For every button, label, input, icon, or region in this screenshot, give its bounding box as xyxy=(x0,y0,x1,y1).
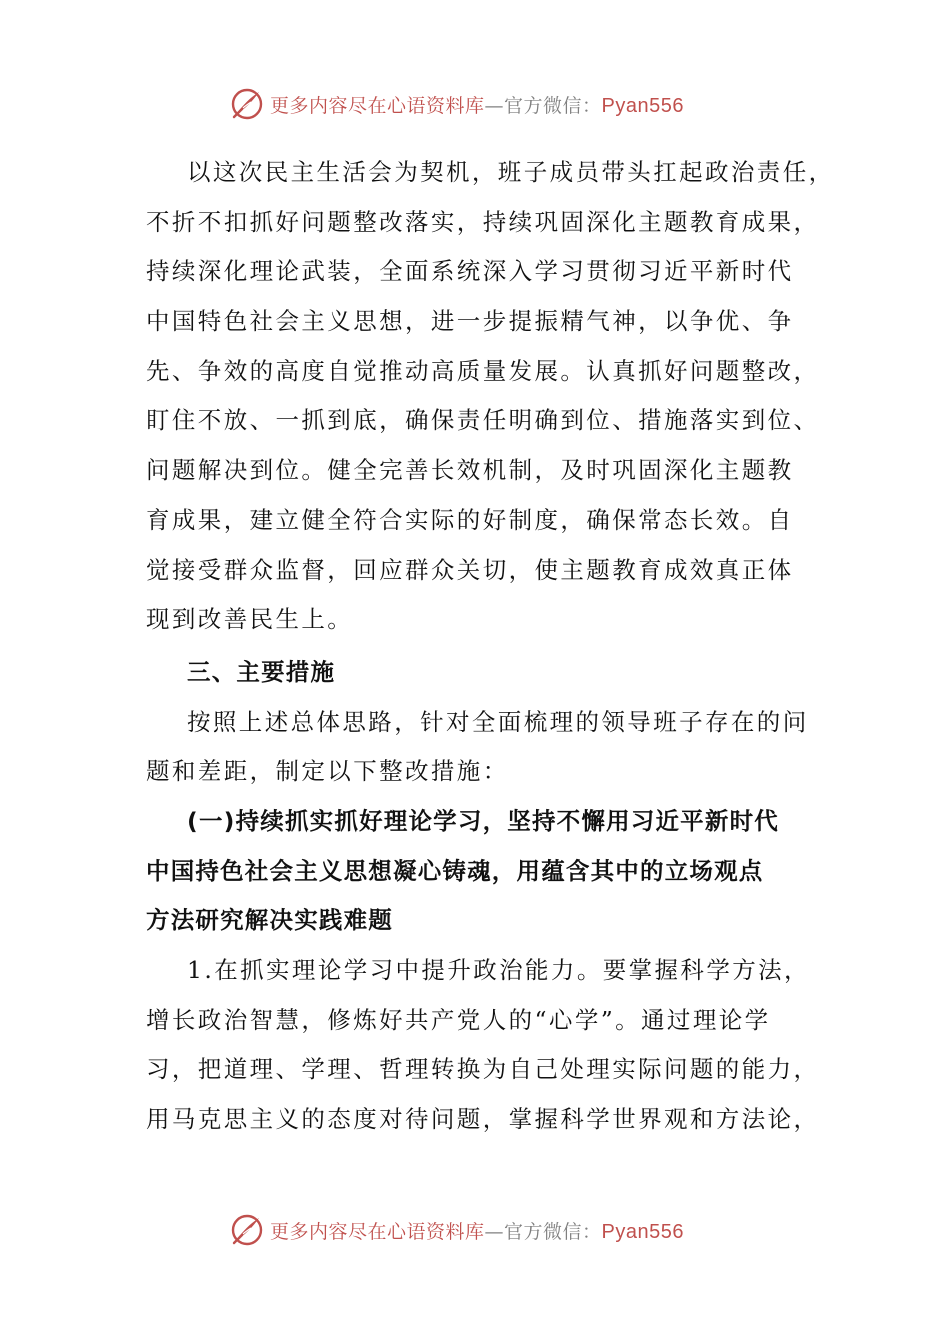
watermark-separator: — xyxy=(484,1220,505,1243)
watermark-text xyxy=(270,1217,684,1244)
paragraph-line: 中国特色社会主义思想，进一步提振精气神，以争优、争 xyxy=(146,307,794,336)
paragraph-line: 1.在抓实理论学习中提升政治能力。要掌握科学方法， xyxy=(187,956,810,984)
paragraph-line: 按照上述总体思路，针对全面梳理的领导班子存在的问 xyxy=(187,707,809,736)
quill-pen-logo-icon xyxy=(230,87,264,121)
paragraph-line: 持续深化理论武装，全面系统深入学习贯彻习近平新时代 xyxy=(146,257,794,286)
paragraph-line: 不折不扣抓好问题整改落实，持续巩固深化主题教育成果， xyxy=(146,207,820,236)
watermark-wechat-id: Pyan556 xyxy=(601,1220,684,1243)
subsection-heading: 中国持色社会主义思想凝心铸魂，用蕴含其中的立场观点 xyxy=(146,856,764,885)
paragraph-line: 以这次民主生活会为契机，班子成员带头扛起政治责任， xyxy=(187,158,835,186)
paragraph-line: 育成果，建立健全符合实际的好制度，确保常态长效。自 xyxy=(146,505,794,534)
watermark-separator: — xyxy=(484,94,505,117)
subsection-heading: (一)持续抓实抓好理论学习，坚持不懈用习近平新时代 xyxy=(187,806,779,835)
footer-watermark xyxy=(230,1210,684,1250)
watermark-text xyxy=(270,91,684,118)
subsection-heading: 方法研究解决实践难题 xyxy=(146,906,393,935)
watermark-prefix: 更多内容尽在心语资料库 xyxy=(270,1220,485,1243)
watermark-prefix: 更多内容尽在心语资料库 xyxy=(270,94,485,117)
paragraph-line: 用马克思主义的态度对待问题，掌握科学世界观和方法论， xyxy=(146,1105,820,1134)
watermark-label: 官方微信： xyxy=(504,1220,602,1243)
paragraph-line: 增长政治智慧，修炼好共产党人的“心学”。通过理论学 xyxy=(146,1005,771,1034)
paragraph-line: 盯住不放、一抓到底，确保责任明确到位、措施落实到位、 xyxy=(146,406,820,435)
paragraph-line: 问题解决到位。健全完善长效机制，及时巩固深化主题教 xyxy=(146,456,794,485)
paragraph-line: 觉接受群众监督，回应群众关切，使主题教育成效真正体 xyxy=(146,555,794,584)
paragraph-line: 题和差距，制定以下整改措施： xyxy=(146,757,509,786)
paragraph-line: 现到改善民生上。 xyxy=(146,605,354,634)
watermark-label: 官方微信： xyxy=(504,94,602,117)
section-heading: 三、主要措施 xyxy=(187,657,336,686)
watermark-wechat-id: Pyan556 xyxy=(601,94,684,117)
document-body xyxy=(146,148,835,1145)
quill-pen-logo-icon xyxy=(230,1213,264,1247)
paragraph-line: 先、争效的高度自觉推动高质量发展。认真抓好问题整改， xyxy=(146,356,820,385)
header-watermark xyxy=(230,84,684,124)
paragraph-line: 习，把道理、学理、哲理转换为自己处理实际问题的能力， xyxy=(146,1055,820,1084)
